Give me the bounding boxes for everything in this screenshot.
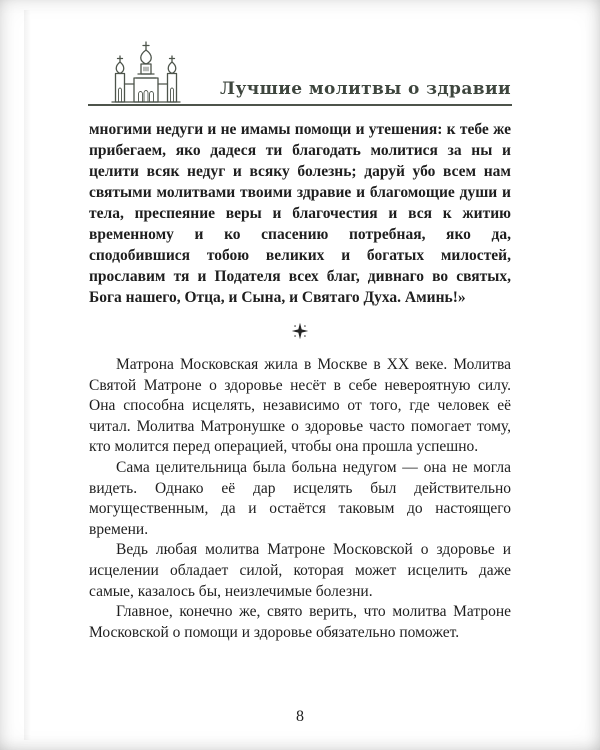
page-gutter-shadow xyxy=(24,10,31,740)
prayer-text-continuation: многими недуги и не имамы помощи и утешения: к тебе же прибегаем, яко дадеся ти благодать молитися за ны и целити всяк недуг и всяку болезнь; даруй убо всем нам святыми молитвами твоими здравие и благомощие души и тела, преспеяние веры и благочестия и вся к житию временному и ко спасению потребная, яко да, сподобившися тобою великих и богатых милостей, прославим тя и Подателя всех благ, дивнаго во святых, Бога нашего, Отца, и Сына, и Святаго Духа. Аминь!» xyxy=(89,121,511,306)
cross-ornament-icon xyxy=(291,322,309,340)
body-paragraph: Матрона Московская жила в Москве в XX веке. Молитва Святой Матроне о здоровье несёт в себе невероятную силу. Она способна исцелять, независимо от того, где человек её читал. Молитва Матронушке о здоровье часто помогает тому, кто молится перед операцией, чтобы она прошла успешно. xyxy=(89,356,511,456)
body-paragraph: Главное, конечно же, свято верить, что молитва Матроне Московской о помощи и здоровье обязательно поможет. xyxy=(89,603,511,641)
body-paragraph: Сама целительница была больна недугом — она не могла видеть. Однако её дар исцелять был действительно могущественным, да и остаётся таковым до настоящего времени. xyxy=(89,458,511,538)
page-footer xyxy=(0,708,600,726)
page-content xyxy=(89,119,511,643)
church-icon xyxy=(98,40,194,106)
page-number: 8 xyxy=(296,708,304,725)
body-paragraph: Ведь любая молитва Матроне Московской о здоровье и исцелении обладает силой, которая может исцелить даже самые, казалось бы, неизлечимые болезни. xyxy=(89,541,511,600)
header-rule xyxy=(88,104,512,106)
section-divider xyxy=(89,322,511,342)
running-head-title: Лучшие молитвы о здравии xyxy=(220,79,511,99)
